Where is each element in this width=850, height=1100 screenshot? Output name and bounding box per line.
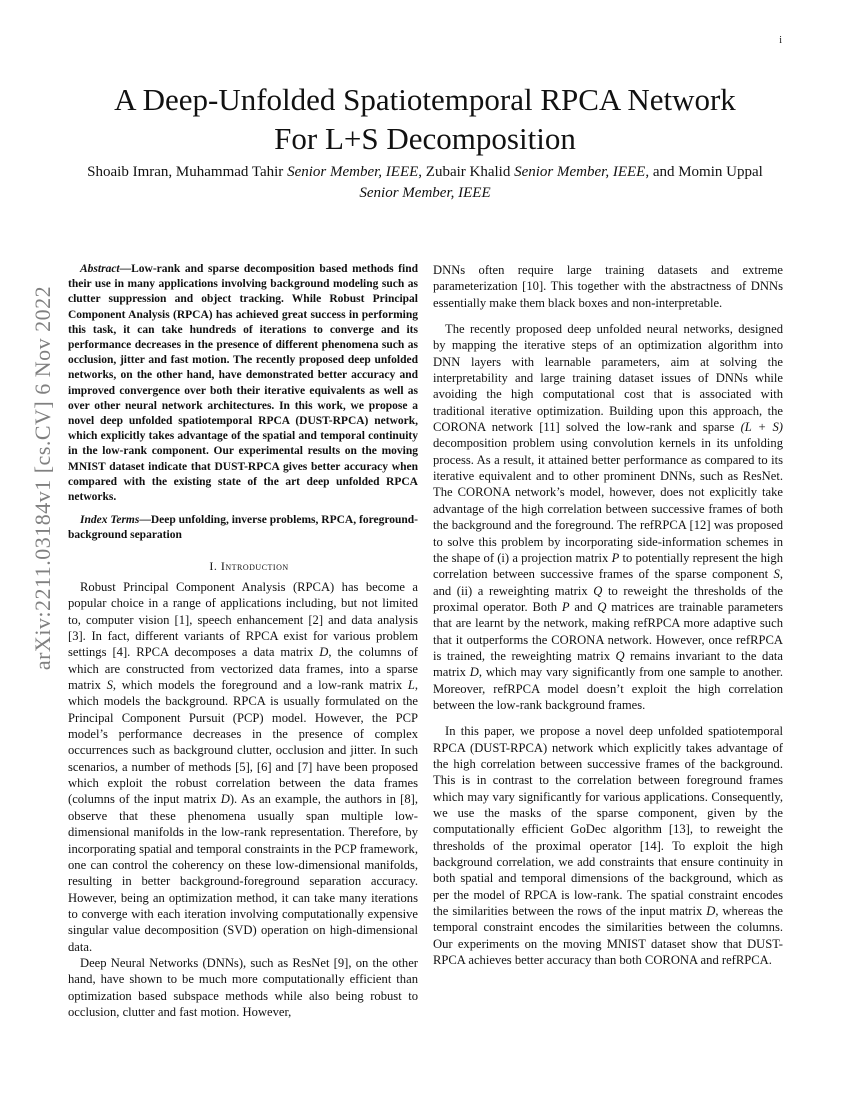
math-symbol: D [706,904,716,919]
arxiv-stamp [20,285,66,670]
text-run: decomposition problem using convolution kernels in its unfolding process. As a result, it attained better performance as compared to its iterative equivalent and to other prominent DNNs, such as ResNet. The CORONA network’s model, however, does not explicitly take advantage of the high correlation between successive frames of both the background and the foreground. The refRPCA [12] was proposed to solve this problem by incorporating side-information schemes in the shape of (i) a projection matrix [433,436,783,565]
math-symbol: L [407,678,415,693]
text-run: and [569,599,598,614]
intro-paragraph-4 [433,723,783,968]
section-title: Introduction [220,558,289,573]
paper-title [0,80,850,158]
text-run: to potentially represent the high correlation between successive frames of the sparse component [433,550,783,582]
math-symbol: Q [615,648,625,663]
section-numeral: I. [209,558,221,573]
math-symbol: S [773,567,780,582]
intro-paragraph-1 [68,579,418,955]
author-1-role: Senior Member, IEEE [287,164,419,180]
math-symbol: S [106,678,113,693]
left-column [68,262,418,1020]
math-symbol: Q [593,583,603,598]
author-3-role: Senior Member, IEEE [359,185,491,201]
text-run: , which models the foreground and a low-rank matrix [112,678,408,693]
text-run: ). As an example, the authors in [8], observe that these phenomena usually span multiple low-dimensional manifolds in the low-rank representation. Therefore, by incorporating spatial and temporal constraints in the PCP framework, one can control the coherency on these low-dimensional manifolds, resulting in better background-foreground separation accuracy. However, being an optimization method, it can take many iterations to converge with each iteration involving computationally expensive singular value decomposition (SVD) operation on high-dimensional data. [68,792,418,954]
text-run: to reweight the thresholds of the proximal operator. Both [433,583,783,614]
author-list [60,162,790,204]
index-terms [68,513,418,543]
continued-paragraph: DNNs often require large training datasets and extreme parameterization [10]. This together with the abstractness of DNNs essentially make them black boxes and non-interpretable. [433,263,783,310]
math-expression: (L + S) [740,420,783,435]
abstract [68,262,418,505]
text-run: , the columns of which are constructed from vectorized data frames, into a sparse matrix [68,645,418,693]
intro-paragraph-3 [433,321,783,713]
math-symbol: D [220,792,230,807]
math-symbol: D [319,645,329,660]
page-number: i [779,35,782,46]
title-line-1: A Deep-Unfolded Spatiotemporal RPCA Network [114,82,736,117]
math-symbol: D [469,665,479,680]
author-2: , Zubair Khalid [418,164,515,180]
math-symbol: P [561,599,570,614]
math-symbol: Q [597,599,607,614]
right-column [433,262,783,968]
text-run: , which models the background. RPCA is usually formulated on the Principal Component Pursuit (PCP) model. However, the PCP model’s performance decreases in the presence of complex occurrences such as background clutter, occlusion and jitter. In such scenarios, a number of methods [5], [6] and [7] have been proposed which exploit the robust correlation between the data frames (columns of the input matrix [68,678,419,807]
text-run: The recently proposed deep unfolded neural networks, designed by mapping the iterative steps of an optimization algorithm into DNN layers with learnable parameters, aim at solving the interpretability and large training dataset issues of DNNs while avoiding the high computational cost that is associated with traditional iterative optimization. Building upon this approach, the CORONA network [11] solved the low-rank and sparse [433,322,783,435]
author-3: , and Momin Uppal [645,164,763,180]
abstract-lead: Abstract [80,263,120,275]
intro-paragraph-2: Deep Neural Networks (DNNs), such as ResNet [9], on the other hand, have shown to be much more computationally efficient than optimization based subspace methods while also being robust to occlusion, clutter and fast motion. However, [68,955,418,1019]
arxiv-stamp-text: arXiv:2211.03184v1 [cs.CV] 6 Nov 2022 [30,285,56,670]
index-terms-lead: Index Terms [80,514,140,527]
author-1: Shoaib Imran, Muhammad Tahir [87,164,288,180]
abstract-text: —Low-rank and sparse decomposition based methods find their use in many applications involving background modeling such as clutter suppression and object tracking. While Robust Principal Component Analysis (RPCA) has achieved great success in performing this task, it can take hundreds of iterations to converge and its performance decreases in the presence of different phenomena such as occlusion, jitter and fast motion. The recently proposed deep unfolded networks, on the other hand, have demonstrated better accuracy and improved convergence over both their iterative equivalents as well as over other neural network architectures. In this work, we propose a novel deep unfolded spatiotemporal RPCA (DUST-RPCA) network, which explicitly takes advantage of the spatial and temporal continuity in the low-rank component. Our experimental results on the moving MNIST dataset indicate that DUST-RPCA gives better accuracy when compared with the existing state of the art deep unfolded RPCA networks. [68,263,418,504]
text-run: , which may vary significantly from one sample to another. Moreover, refRPCA model doesn’t exploit the high correlation between the low-rank background frames. [433,665,783,712]
text-run: matrices are trainable parameters that are learnt by the network, making refRPCA more adaptive such that it outperforms the CORONA network. However, once refRPCA is trained, the reweighting matrix [433,599,784,663]
text-run: , whereas the temporal constraint encodes the similarities between the columns. Our experiments on the moving MNIST dataset show that DUST-RPCA achieves better accuracy than both CORONA and refRPCA. [433,904,784,968]
text-run: Robust Principal Component Analysis (RPCA) has become a popular choice in a range of applications including, but not limited to, computer vision [1], speech enhancement [2] and data analysis [3]. In fact, different variants of RPCA exist for various problem settings [4]. RPCA decomposes a data matrix [68,580,418,660]
index-terms-text: —Deep unfolding, inverse problems, RPCA, foreground-background separation [68,514,418,542]
text-run: , and (ii) a reweighting matrix [433,567,783,598]
section-heading-introduction [68,558,418,574]
author-2-role: Senior Member, IEEE [514,164,646,180]
math-symbol: P [611,550,620,565]
text-run: In this paper, we propose a novel deep unfolded spatiotemporal RPCA (DUST-RPCA) network which explicitly takes advantage of the high correlation between successive frames of the background. This is in contrast to the correlation between foreground frames which may vary significantly for various applications. Consequently, we use the masks of the sparse component, given by the computationally efficient GoDec algorithm [13], to reweight the thresholds of the proximal operator [14]. To exploit the high background correlation, we add constraints that ensure continuity in both spatial and temporal dimensions of the background, which as per the model of RPCA is low-rank. The spatial constraint encodes the similarities between the rows of the input matrix [433,724,783,919]
text-run: remains invariant to the data matrix [433,648,783,680]
title-line-2: For L+S Decomposition [274,121,576,156]
